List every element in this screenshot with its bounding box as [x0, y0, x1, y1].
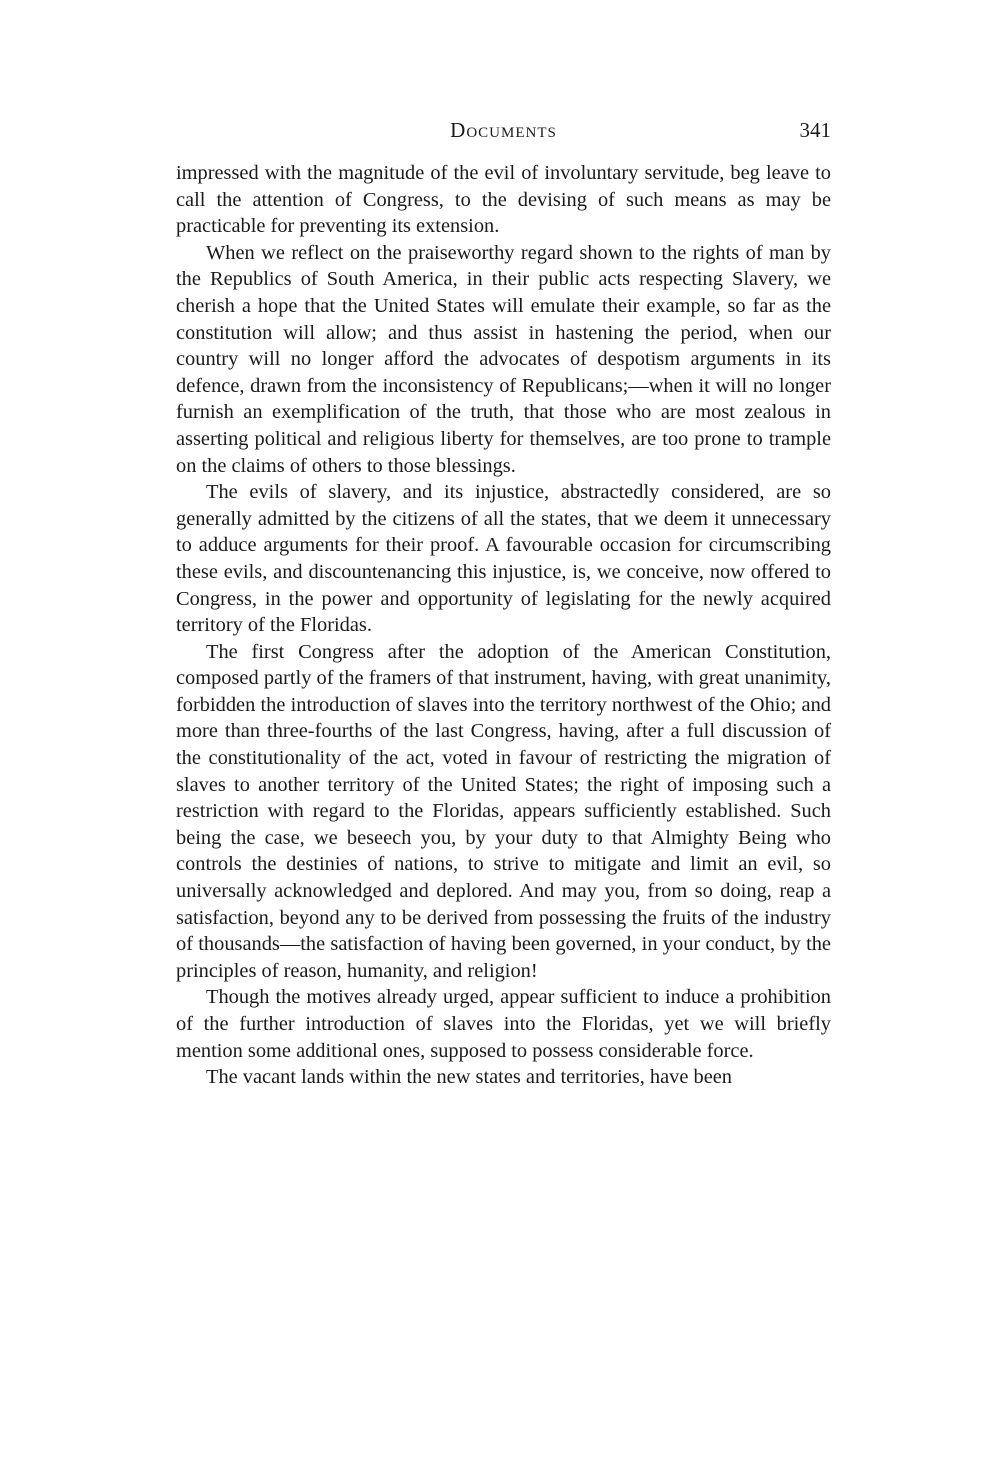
body-text — [176, 160, 831, 1091]
running-head — [176, 118, 831, 150]
page-number: 341 — [799, 118, 831, 142]
paragraph: Though the motives already urged, appear sufficient to induce a prohibition of the further introduction of slaves into the Floridas, yet we will briefly mention some additional ones, supposed to possess considerable force. — [176, 986, 831, 1062]
paragraph: When we reflect on the praiseworthy regard shown to the rights of man by the Republics of South America, in their public acts respecting Slavery, we cherish a hope that the United States will emulate their example, so far as the constitution will allow; and thus assist in hastening the period, when our country will no longer afford the advocates of despotism arguments in its defence, drawn from the inconsistency of Republicans;—when it will no longer furnish an exemplification of the truth, that those who are most zealous in asserting political and religious liberty for themselves, are too prone to trample on the claims of others to those blessings. — [176, 241, 831, 477]
paragraph-continuation: impressed with the magnitude of the evil of involuntary servitude, beg leave to call the attention of Congress, to the devising of such means as may be practicable for preventing its extension. — [176, 162, 831, 238]
paragraph: The vacant lands within the new states and territories, have been — [206, 1066, 733, 1089]
paragraph: The first Congress after the adoption of the American Constitution, composed partly of the framers of that instrument, having, with great unanimity, forbidden the introduction of slaves into the territory northwest of the Ohio; and more than three-fourths of the last Congress, having, after a full discussion of the constitutionality of the act, voted in favour of restricting the migration of slaves to another territory of the United States; the right of imposing such a restriction with regard to the Floridas, appears sufficiently established. Such being the case, we beseech you, by your duty to that Almighty Being who controls the destinies of nations, to strive to mitigate and limit an evil, so universally acknowledged and deplored. And may you, from so doing, reap a satisfaction, beyond any to be derived from possessing the fruits of the industry of thousands—the satisfaction of having been governed, in your conduct, by the principles of reason, humanity, and religion! — [176, 640, 831, 982]
running-title: Documents — [450, 118, 557, 142]
document-page — [176, 118, 831, 1091]
paragraph: The evils of slavery, and its injustice, abstractedly considered, are so generally admitted by the citizens of all the states, that we deem it unnecessary to adduce arguments for their proof. A favourable occasion for circumscribing these evils, and discountenancing this injustice, is, we conceive, now offered to Congress, in the power and opportunity of legislating for the newly acquired territory of the Floridas. — [176, 481, 831, 637]
